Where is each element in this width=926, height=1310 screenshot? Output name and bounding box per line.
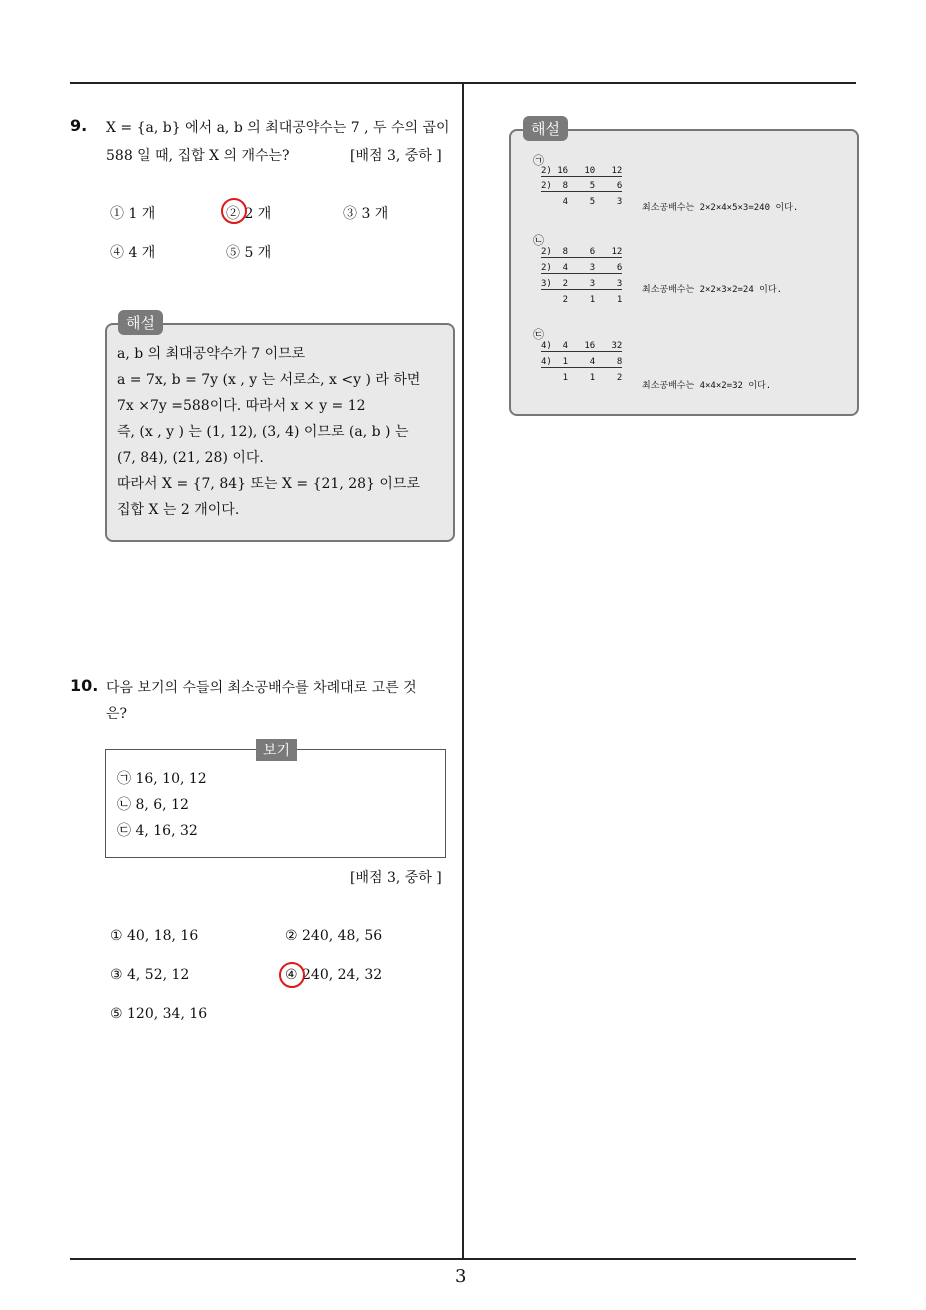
block2-row-4: 2 1 1: [541, 295, 623, 305]
q9-solution-line-4: 즉, (x , y ) 는 (1, 12), (3, 4) 이므로 (a, b ) 는: [117, 424, 409, 440]
block3-row-3: 1 1 2: [541, 373, 623, 383]
block1-row-3: 4 5 3: [541, 197, 623, 207]
block2-row-3: 3) 2 3 3: [541, 279, 623, 289]
block2-row-1: 2) 8 6 12: [541, 247, 623, 257]
block2-result: 최소공배수는 2×2×3×2=24 이다.: [642, 285, 782, 295]
q9-choice-1[interactable]: ① 1 개: [110, 206, 156, 222]
block3-result: 최소공배수는 4×4×2=32 이다.: [642, 381, 772, 391]
q9-solution-line-3: 7x ×7y =588이다. 따라서 x × y = 12: [117, 398, 366, 414]
q10-choice-5[interactable]: ⑤ 120, 34, 16: [110, 1006, 208, 1022]
block3-label: ㉢: [533, 328, 544, 341]
block1-row-2: 2) 8 5 6: [541, 181, 623, 191]
q9-solution-line-1: a, b 의 최대공약수가 7 이므로: [117, 346, 306, 362]
block2-row-2: 2) 4 3 6: [541, 263, 623, 273]
q9-solution-line-6: 따라서 X = {7, 84} 또는 X = {21, 28} 이므로: [117, 476, 420, 492]
q10-solution-tag: 해설: [523, 116, 568, 141]
q9-choice-2[interactable]: ② 2 개: [226, 206, 272, 222]
q10-bogi-item-1: ㉠ 16, 10, 12: [117, 771, 207, 787]
q9-text-line2: 588 일 때, 집합 X 의 개수는?: [106, 148, 290, 164]
block1-result: 최소공배수는 2×2×4×5×3=240 이다.: [642, 203, 799, 213]
q10-choice-4[interactable]: ④ 240, 24, 32: [285, 967, 383, 983]
block2-label: ㉡: [533, 234, 544, 247]
q9-solution-line-5: (7, 84), (21, 28) 이다.: [117, 450, 264, 466]
q10-bogi-item-3: ㉢ 4, 16, 32: [117, 823, 198, 839]
q10-answer-circle: [279, 962, 305, 988]
q9-number: 9.: [70, 116, 88, 135]
q10-choice-2[interactable]: ② 240, 48, 56: [285, 928, 383, 944]
q10-score: [배점 3, 중하 ]: [350, 870, 442, 886]
q10-text-line2: 은?: [106, 706, 128, 722]
q9-choice-3[interactable]: ③ 3 개: [343, 206, 389, 222]
block1-row-1: 2) 16 10 12: [541, 166, 623, 176]
q9-solution-tag: 해설: [118, 310, 163, 335]
q10-text-line1: 다음 보기의 수들의 최소공배수를 차례대로 고른 것: [106, 680, 417, 696]
q9-answer-circle: [221, 198, 247, 224]
column-divider: [462, 82, 464, 1259]
page-number: 3: [455, 1266, 467, 1287]
q9-score: [배점 3, 중하 ]: [350, 148, 442, 164]
q9-choice-4[interactable]: ④ 4 개: [110, 245, 156, 261]
bottom-rule: [70, 1258, 856, 1260]
q9-choice-5[interactable]: ⑤ 5 개: [226, 245, 272, 261]
block3-row-2: 4) 1 4 8: [541, 357, 623, 367]
q10-number: 10.: [70, 676, 99, 695]
q9-solution-line-7: 집합 X 는 2 개이다.: [117, 502, 240, 518]
q10-choice-3[interactable]: ③ 4, 52, 12: [110, 967, 190, 983]
q9-text-line1: X = {a, b} 에서 a, b 의 최대공약수는 7 , 두 수의 곱이: [106, 120, 450, 136]
q10-choice-1[interactable]: ① 40, 18, 16: [110, 928, 199, 944]
q10-bogi-item-2: ㉡ 8, 6, 12: [117, 797, 189, 813]
block3-row-1: 4) 4 16 32: [541, 341, 623, 351]
q9-solution-line-2: a = 7x, b = 7y (x , y 는 서로소, x <y ) 라 하면: [117, 372, 421, 388]
block1-label: ㉠: [533, 154, 544, 167]
q10-bogi-tag: 보기: [256, 739, 297, 761]
